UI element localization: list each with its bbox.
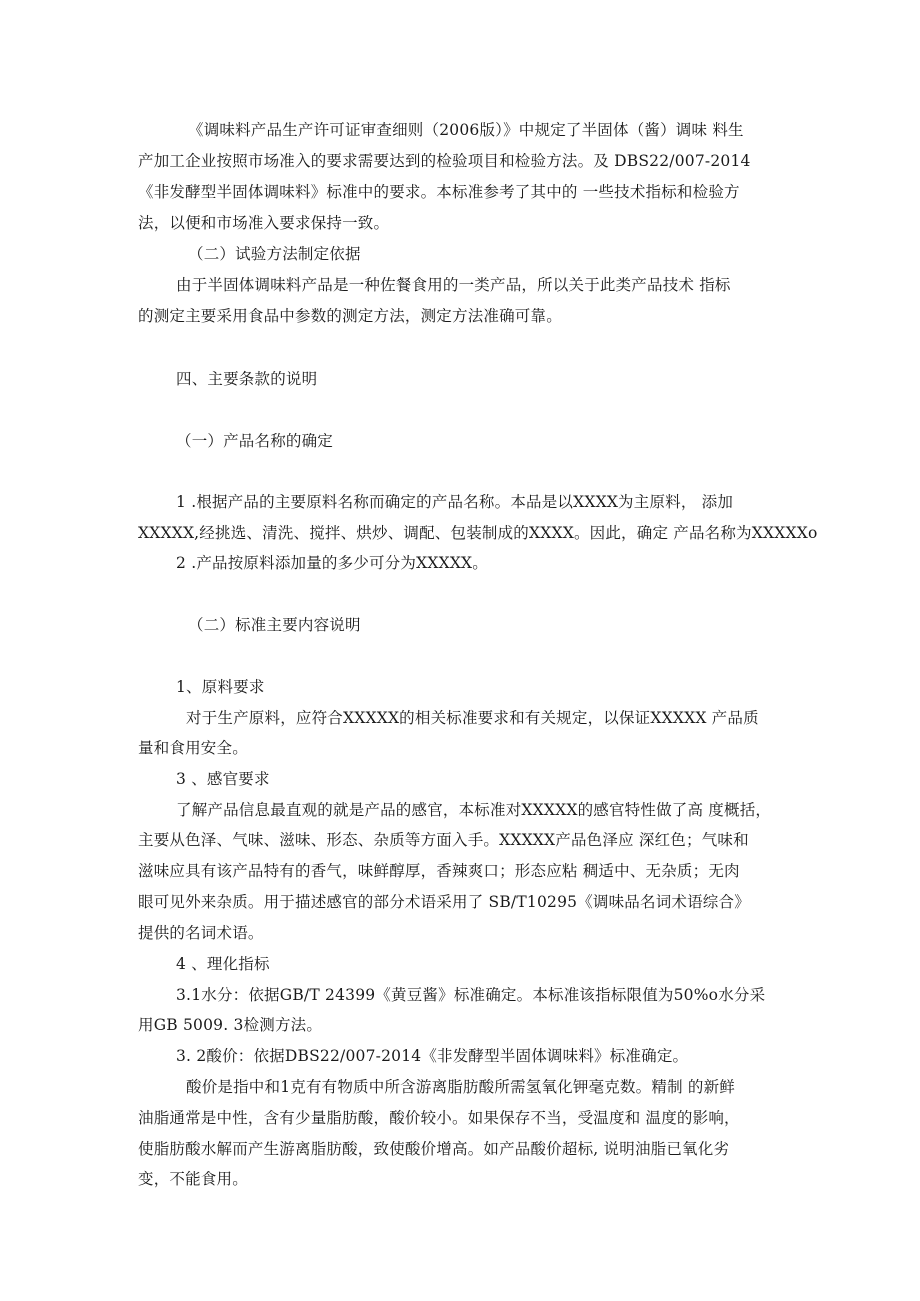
sensory-line-1: 了解产品信息最直观的就是产品的感官，本标准对XXXXX的感官特性做了高 度概括， <box>176 801 772 819</box>
acid-value-line-1: 酸价是指中和1克有有物质中所含游离脂肪酸所需氢氧化钾毫克数。精制 的新鲜 <box>186 1078 735 1096</box>
intro-line-4: 法，以便和市场准入要求保持一致。 <box>138 214 390 232</box>
sensory-heading: 3 、感官要求 <box>176 770 270 788</box>
moisture-line-2: 用GB 5009. 3检测方法。 <box>138 1016 323 1034</box>
sensory-line-2: 主要从色泽、气味、滋味、形态、杂质等方面入手。XXXXX产品色泽应 深红色；气味和 <box>138 831 749 849</box>
acid-value-line-2: 油脂通常是中性，含有少量脂肪酸，酸价较小。如果保存不当，受温度和 温度的影响， <box>138 1109 740 1127</box>
intro-line-1: 《调味料产品生产许可证审查细则（2006版）》中规定了半固体（酱）调味 料生 <box>188 121 744 139</box>
item1-line-1: 1 .根据产品的主要原料名称而确定的产品名称。本品是以XXXX为主原料， 添加 <box>176 493 734 511</box>
item2-line: 2 .产品按原料添加量的多少可分为XXXXX。 <box>176 554 488 572</box>
raw-material-line-1: 对于生产原料，应符合XXXXX的相关标准要求和有关规定，以保证XXXXX 产品质 <box>186 709 759 727</box>
intro-line-2: 产加工企业按照市场准入的要求需要达到的检验项目和检验方法。及 DBS22/007-2014 <box>138 152 751 170</box>
raw-material-heading: 1、原料要求 <box>176 678 265 696</box>
intro-line-3: 《非发酵型半固体调味料》标准中的要求。本标准参考了其中的 一些技术指标和检验方 <box>138 183 740 201</box>
standard-content-heading: （二）标准主要内容说明 <box>188 616 361 634</box>
acid-value-line-3: 使脂肪酸水解而产生游离脂肪酸，致使酸价增高。如产品酸价超标, 说明油脂已氧化劣 <box>138 1140 730 1158</box>
raw-material-line-2: 量和食用安全。 <box>138 739 248 757</box>
item1-line-2: XXXXX,经挑选、清洗、搅拌、烘炒、调配、包装制成的XXXX。因此，确定 产品名称为XXXXXo <box>138 524 818 542</box>
acid-value-heading: 3. 2酸价：依据DBS22/007-2014《非发酵型半固体调味料》标准确定。 <box>176 1047 689 1065</box>
moisture-line-1: 3.1水分：依据GB/T 24399《黄豆酱》标准确定。本标准该指标限值为50%o水分采 <box>176 986 766 1004</box>
test-method-heading: （二）试验方法制定依据 <box>188 245 361 263</box>
test-method-line-2: 的测定主要采用食品中参数的测定方法，测定方法准确可靠。 <box>138 307 562 325</box>
section4-heading: 四、主要条款的说明 <box>176 370 318 388</box>
sensory-line-4: 眼可见外来杂质。用于描述感官的部分术语采用了 SB/T10295《调味品名词术语综合》 <box>138 893 750 911</box>
test-method-line-1: 由于半固体调味料产品是一种佐餐食用的一类产品，所以关于此类产品技术 指标 <box>176 276 731 294</box>
acid-value-line-4: 变，不能食用。 <box>138 1170 248 1188</box>
product-name-heading: （一）产品名称的确定 <box>176 432 334 450</box>
sensory-line-5: 提供的名词术语。 <box>138 924 264 942</box>
physchem-heading: 4 、理化指标 <box>176 955 270 973</box>
sensory-line-3: 滋味应具有该产品特有的香气，味鲜醇厚，香辣爽口；形态应粘 稠适中、无杂质；无肉 <box>138 862 740 880</box>
